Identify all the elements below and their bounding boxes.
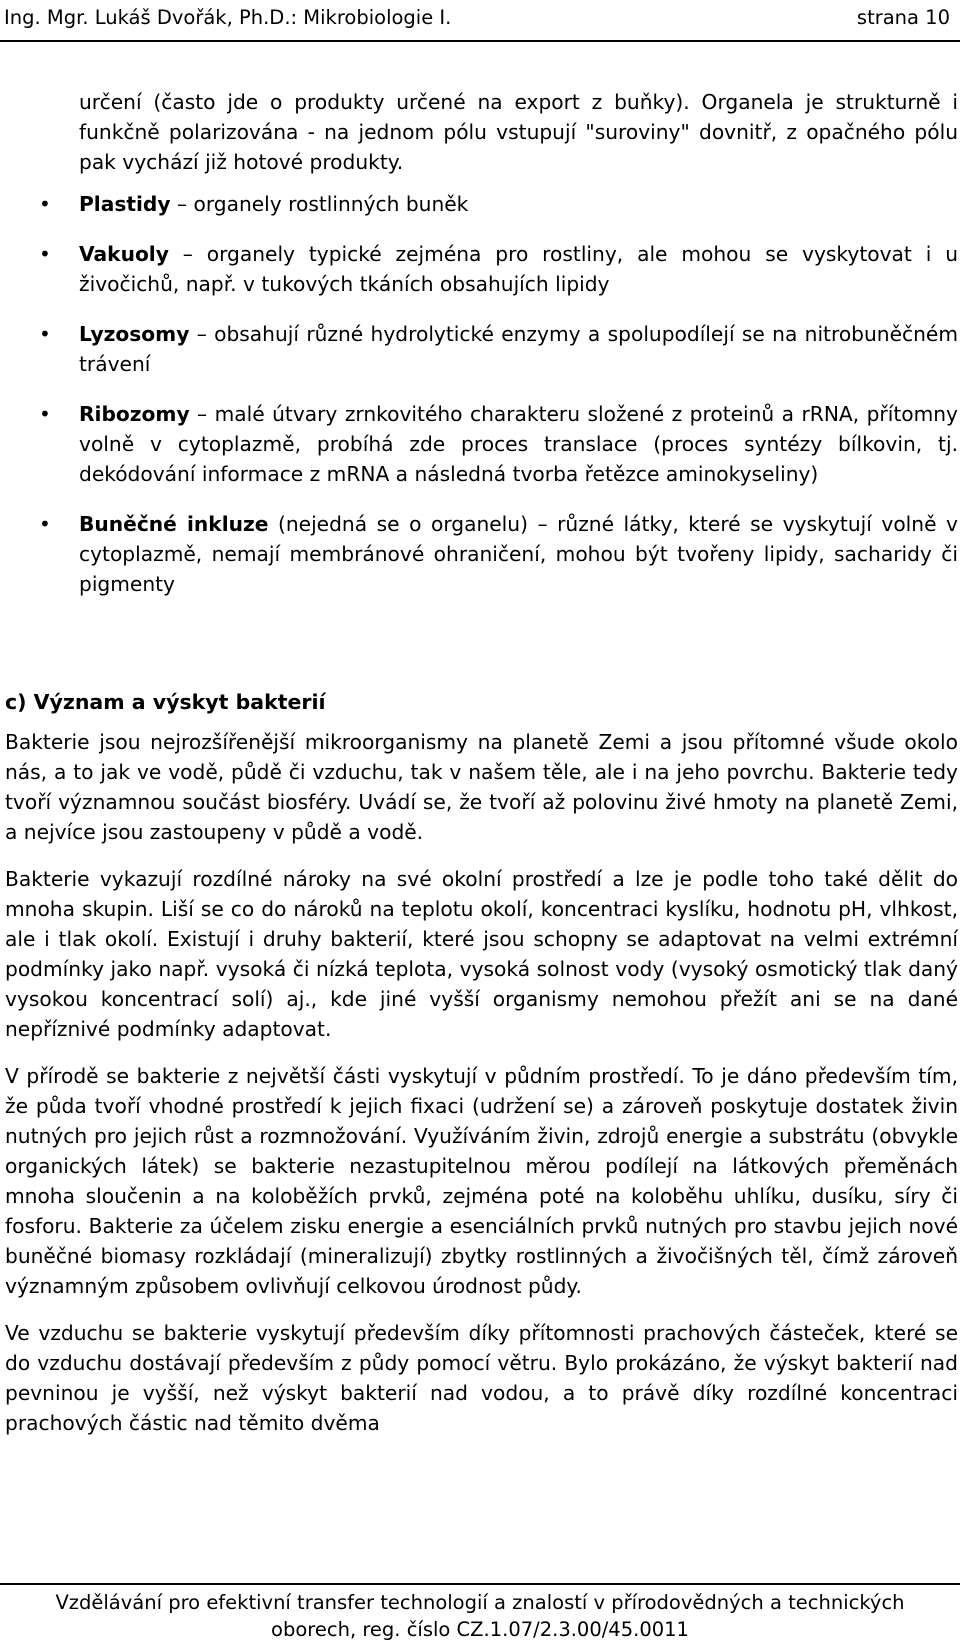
header-author-title: Ing. Mgr. Lukáš Dvořák, Ph.D.: Mikrobiologie I. bbox=[4, 6, 452, 29]
list-item-text: – obsahují různé hydrolytické enzymy a spolupodílejí se na nitrobuněčném trávení bbox=[79, 322, 958, 376]
bullet-icon: • bbox=[39, 402, 51, 426]
page-header bbox=[0, 0, 960, 42]
list-item bbox=[5, 399, 958, 489]
list-item-term: Vakuoly bbox=[79, 242, 169, 266]
bullet-icon: • bbox=[39, 322, 51, 346]
footer-project-line: Vzdělávání pro efektivní transfer technologií a znalostí v přírodovědných a technických bbox=[55, 1591, 905, 1614]
page-content bbox=[5, 87, 958, 1438]
page-footer bbox=[0, 1583, 960, 1643]
header-page-number: strana 10 bbox=[856, 6, 950, 29]
section-heading: c) Význam a výskyt bakterií bbox=[5, 690, 326, 714]
list-item bbox=[5, 189, 958, 219]
body-paragraph: Bakterie vykazují rozdílné nároky na své okolní prostředí a lze je podle toho také dělit do mnoha skupin. Liší se co do nároků na teplotu okolí, koncentraci kyslíku, hodnotu pH, vlhkost, ale i tlak okolí. Existují i druhy bakterií, které jsou schopny se adaptovat na velmi extrémní podmínky jako např. vysoká či nízká teplota, vysoká solnost vody (vysoký osmotický tlak daný vysokou koncentrací solí) aj., kde jiné vyšší organismy nemohou přežít ani se na dané nepříznivé podmínky adaptovat. bbox=[5, 867, 958, 1041]
list-item-text: – malé útvary zrnkovitého charakteru složené z proteinů a rRNA, přítomny volně v cytoplazmě, probíhá zde proces translace (proces syntézy bílkovin, tj. dekódování informace z mRNA a následná tvorba řetězce aminokyseliny) bbox=[79, 402, 958, 486]
list-item bbox=[5, 239, 958, 299]
list-item-term: Plastidy bbox=[79, 192, 171, 216]
list-item-term: Buněčné inkluze bbox=[79, 512, 269, 536]
body-paragraph: Ve vzduchu se bakterie vyskytují především díky přítomnosti prachových částeček, které se do vzduchu dostávají především z půdy pomocí větru. Bylo prokázáno, že výskyt bakterií nad pevninou je vyšší, než výskyt bakterií nad vodou, a to právě díky rozdílné koncentraci prachových částic nad těmito dvěma bbox=[5, 1321, 958, 1435]
list-item-text: – organely rostlinných buněk bbox=[170, 192, 469, 216]
bullet-icon: • bbox=[39, 512, 51, 536]
body-paragraph: V přírodě se bakterie z největší části vyskytují v půdním prostředí. To je dáno především tím, že půda tvoří vhodné prostředí k jejich fixaci (udržení se) a zároveň poskytuje dostatek živin nutných pro jejich růst a rozmnožování. Využíváním živin, zdrojů energie a substrátu (obvykle organických látek) se bakterie nezastupitelnou měrou podílejí na látkových přeměnách mnoha sloučenin a na koloběžích prvků, zejména poté na koloběhu uhlíku, dusíku, síry či fosforu. Bakterie za účelem zisku energie a esenciálních prvků nutných pro stavbu jejich nové buněčné biomasy rozkládají (mineralizují) zbytky rostlinných a živočišných těl, čímž zároveň významným způsobem ovlivňují celkovou úrodnost půdy. bbox=[5, 1064, 958, 1298]
footer-registration-line: oborech, reg. číslo CZ.1.07/2.3.00/45.0011 bbox=[271, 1618, 689, 1641]
list-item-text: – organely typické zejména pro rostliny, ale mohou se vyskytovat i u živočichů, např. v tukových tkáních obsahujích lipidy bbox=[79, 242, 958, 296]
list-item-text: (nejedná se o organelu) – různé látky, které se vyskytují volně v cytoplazmě, nemají membránové ohraničení, mohou být tvořeny lipidy, sacharidy či pigmenty bbox=[79, 512, 958, 596]
intro-continuation-paragraph: určení (často jde o produkty určené na export z buňky). Organela je strukturně i funkčně polarizována - na jednom pólu vstupují "suroviny" dovnitř, z opačného pólu pak vychází již hotové produkty. bbox=[79, 90, 958, 174]
bullet-icon: • bbox=[39, 242, 51, 266]
list-item-term: Ribozomy bbox=[79, 402, 190, 426]
list-item bbox=[5, 319, 958, 379]
bullet-icon: • bbox=[39, 192, 51, 216]
body-paragraph: Bakterie jsou nejrozšířenější mikroorganismy na planetě Zemi a jsou přítomné všude okolo nás, a to jak ve vodě, půdě či vzduchu, tak v našem těle, ale i na jeho povrchu. Bakterie tedy tvoří významnou součást biosféry. Uvádí se, že tvoří až polovinu živé hmoty na planetě Zemi, a nejvíce jsou zastoupeny v půdě a vodě. bbox=[5, 730, 958, 844]
list-item-term: Lyzosomy bbox=[79, 322, 190, 346]
list-item bbox=[5, 509, 958, 599]
